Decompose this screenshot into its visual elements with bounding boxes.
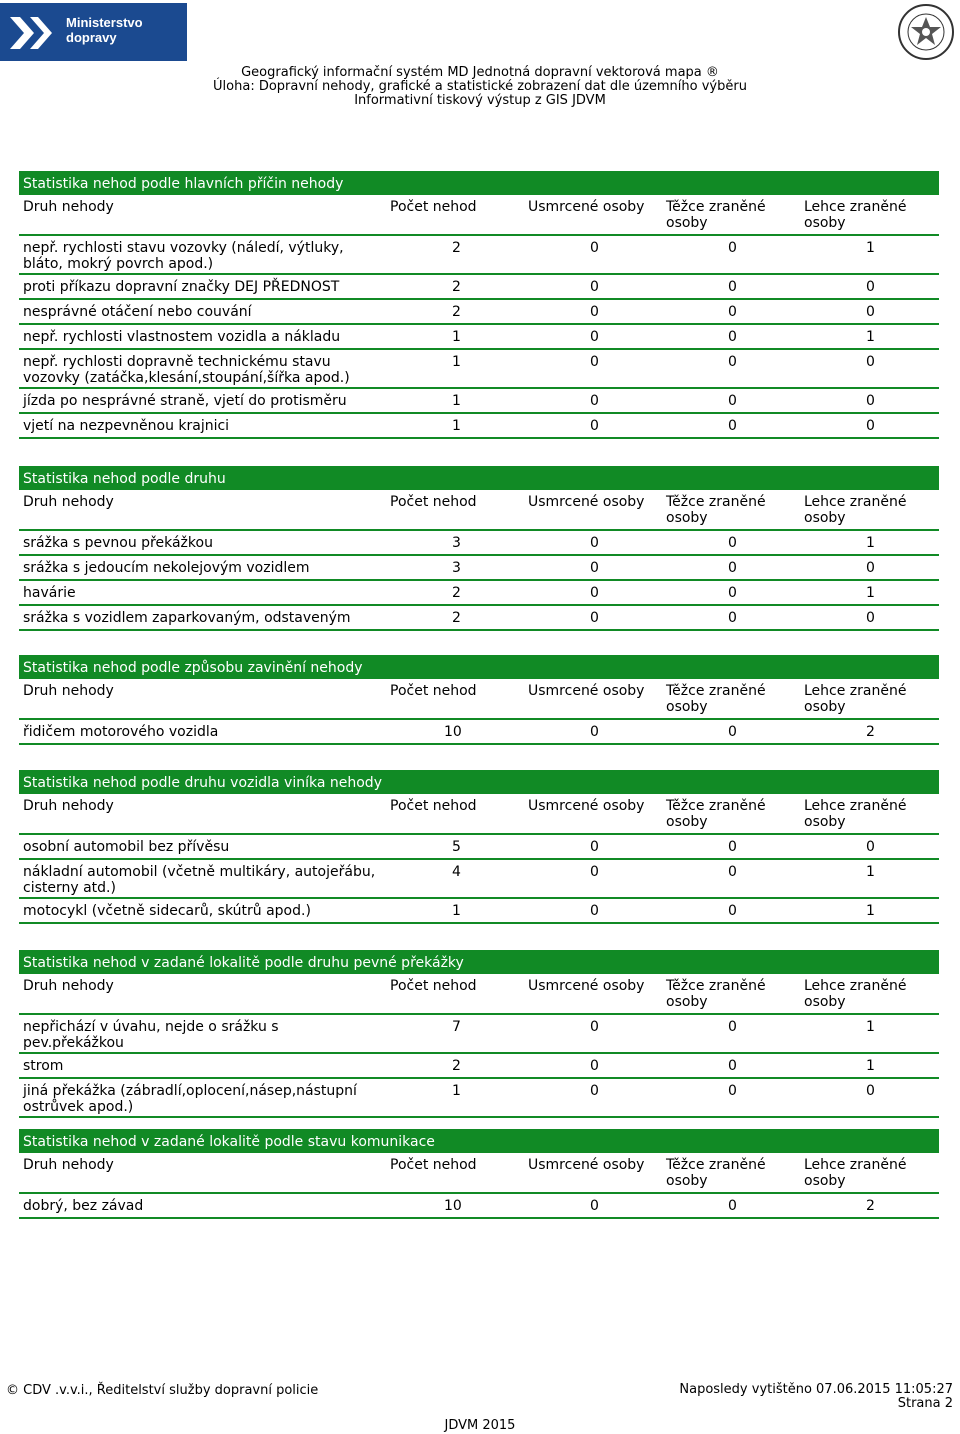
column-header-severe: Těžce zraněné osoby bbox=[666, 798, 766, 830]
row-killed: 0 bbox=[590, 903, 599, 919]
header-line-1: Geografický informační systém MD Jednotná dopravní vektorová mapa ® bbox=[241, 65, 719, 80]
row-killed: 0 bbox=[590, 585, 599, 601]
column-header-count: Počet nehod bbox=[390, 1157, 477, 1173]
row-label: řidičem motorového vozidla bbox=[23, 724, 219, 740]
row-severe: 0 bbox=[728, 560, 737, 576]
column-header-killed: Usmrcené osoby bbox=[528, 199, 645, 215]
column-header-killed: Usmrcené osoby bbox=[528, 1157, 645, 1173]
table-row bbox=[19, 556, 939, 581]
column-header-killed: Usmrcené osoby bbox=[528, 978, 645, 994]
column-header-count: Počet nehod bbox=[390, 683, 477, 699]
column-header-light: Lehce zraněné osoby bbox=[804, 683, 907, 715]
row-label: nákladní automobil (včetně multikáry, autojeřábu, cisterny atd.) bbox=[23, 864, 376, 896]
row-severe: 0 bbox=[728, 724, 737, 740]
row-killed: 0 bbox=[590, 839, 599, 855]
row-killed: 0 bbox=[590, 1058, 599, 1074]
row-severe: 0 bbox=[728, 610, 737, 626]
row-killed: 0 bbox=[590, 393, 599, 409]
row-severe: 0 bbox=[728, 393, 737, 409]
row-severe: 0 bbox=[728, 585, 737, 601]
row-killed: 0 bbox=[590, 1198, 599, 1214]
row-count: 2 bbox=[452, 279, 461, 295]
row-label: srážka s jedoucím nekolejovým vozidlem bbox=[23, 560, 310, 576]
row-label: nesprávné otáčení nebo couvání bbox=[23, 304, 252, 320]
section bbox=[19, 466, 939, 631]
row-count: 1 bbox=[452, 903, 461, 919]
column-header-light: Lehce zraněné osoby bbox=[804, 199, 907, 231]
table-header-row bbox=[19, 794, 939, 835]
section-title: Statistika nehod podle způsobu zavinění nehody bbox=[19, 655, 939, 679]
row-killed: 0 bbox=[590, 1019, 599, 1035]
footer-print-info bbox=[679, 1383, 953, 1411]
row-count: 2 bbox=[452, 304, 461, 320]
column-header-type: Druh nehody bbox=[23, 199, 114, 215]
row-count: 1 bbox=[452, 354, 461, 370]
row-killed: 0 bbox=[590, 304, 599, 320]
column-header-type: Druh nehody bbox=[23, 798, 114, 814]
row-light: 0 bbox=[866, 610, 875, 626]
column-header-count: Počet nehod bbox=[390, 494, 477, 510]
section bbox=[19, 655, 939, 745]
row-label: motocykl (včetně sidecarů, skútrů apod.) bbox=[23, 903, 311, 919]
row-killed: 0 bbox=[590, 329, 599, 345]
row-label: srážka s vozidlem zaparkovaným, odstaveným bbox=[23, 610, 351, 626]
row-severe: 0 bbox=[728, 535, 737, 551]
column-header-killed: Usmrcené osoby bbox=[528, 683, 645, 699]
table-row bbox=[19, 1015, 939, 1054]
row-light: 0 bbox=[866, 839, 875, 855]
row-label: proti příkazu dopravní značky DEJ PŘEDNOST bbox=[23, 279, 340, 295]
row-severe: 0 bbox=[728, 240, 737, 256]
row-killed: 0 bbox=[590, 724, 599, 740]
row-label: nepř. rychlosti dopravně technickému stavu vozovky (zatáčka,klesání,stoupání,šířka apod.) bbox=[23, 354, 350, 386]
ministry-logo bbox=[0, 3, 187, 61]
column-header-severe: Těžce zraněné osoby bbox=[666, 199, 766, 231]
column-header-severe: Těžce zraněné osoby bbox=[666, 494, 766, 526]
row-count: 5 bbox=[452, 839, 461, 855]
table-row bbox=[19, 531, 939, 556]
column-header-type: Druh nehody bbox=[23, 1157, 114, 1173]
row-label: srážka s pevnou překážkou bbox=[23, 535, 213, 551]
row-light: 1 bbox=[866, 864, 875, 880]
column-header-type: Druh nehody bbox=[23, 494, 114, 510]
row-severe: 0 bbox=[728, 839, 737, 855]
row-label: strom bbox=[23, 1058, 64, 1074]
row-killed: 0 bbox=[590, 610, 599, 626]
row-count: 2 bbox=[452, 1058, 461, 1074]
row-severe: 0 bbox=[728, 418, 737, 434]
column-header-light: Lehce zraněné osoby bbox=[804, 1157, 907, 1189]
row-label: nepřichází v úvahu, nejde o srážku s pev.překážkou bbox=[23, 1019, 279, 1051]
row-label: havárie bbox=[23, 585, 76, 601]
section bbox=[19, 1129, 939, 1219]
table-row bbox=[19, 581, 939, 606]
column-header-count: Počet nehod bbox=[390, 978, 477, 994]
row-count: 1 bbox=[452, 329, 461, 345]
row-count: 2 bbox=[452, 610, 461, 626]
section-title: Statistika nehod v zadané lokalitě podle stavu komunikace bbox=[19, 1129, 939, 1153]
row-label: vjetí na nezpevněnou krajnici bbox=[23, 418, 230, 434]
table-header-row bbox=[19, 679, 939, 720]
column-header-light: Lehce zraněné osoby bbox=[804, 978, 907, 1010]
row-severe: 0 bbox=[728, 354, 737, 370]
row-light: 1 bbox=[866, 329, 875, 345]
column-header-killed: Usmrcené osoby bbox=[528, 494, 645, 510]
row-killed: 0 bbox=[590, 560, 599, 576]
row-light: 1 bbox=[866, 1019, 875, 1035]
column-header-count: Počet nehod bbox=[390, 199, 477, 215]
row-light: 0 bbox=[866, 418, 875, 434]
row-count: 2 bbox=[452, 240, 461, 256]
section-title: Statistika nehod podle druhu vozidla viníka nehody bbox=[19, 770, 939, 794]
row-severe: 0 bbox=[728, 329, 737, 345]
row-severe: 0 bbox=[728, 304, 737, 320]
row-light: 2 bbox=[866, 1198, 875, 1214]
table-header-row bbox=[19, 195, 939, 236]
row-severe: 0 bbox=[728, 1083, 737, 1099]
row-killed: 0 bbox=[590, 535, 599, 551]
table-row bbox=[19, 389, 939, 414]
table-row bbox=[19, 350, 939, 389]
column-header-severe: Těžce zraněné osoby bbox=[666, 683, 766, 715]
row-label: nepř. rychlosti stavu vozovky (náledí, výtluky, bláto, mokrý povrch apod.) bbox=[23, 240, 344, 272]
footer-page: Strana 2 bbox=[897, 1396, 953, 1411]
row-killed: 0 bbox=[590, 279, 599, 295]
row-light: 0 bbox=[866, 560, 875, 576]
row-label: nepř. rychlosti vlastnostem vozidla a nákladu bbox=[23, 329, 341, 345]
row-light: 0 bbox=[866, 354, 875, 370]
table-row bbox=[19, 300, 939, 325]
row-killed: 0 bbox=[590, 418, 599, 434]
row-light: 1 bbox=[866, 585, 875, 601]
section bbox=[19, 950, 939, 1118]
row-killed: 0 bbox=[590, 1083, 599, 1099]
report-header bbox=[0, 66, 960, 108]
row-light: 0 bbox=[866, 304, 875, 320]
table-row bbox=[19, 720, 939, 745]
row-severe: 0 bbox=[728, 1198, 737, 1214]
section bbox=[19, 171, 939, 439]
row-label: dobrý, bez závad bbox=[23, 1198, 144, 1214]
row-label: jízda po nesprávné straně, vjetí do protisměru bbox=[23, 393, 347, 409]
row-severe: 0 bbox=[728, 279, 737, 295]
row-light: 2 bbox=[866, 724, 875, 740]
column-header-count: Počet nehod bbox=[390, 798, 477, 814]
footer-printed: Naposledy vytištěno 07.06.2015 11:05:27 bbox=[679, 1382, 953, 1397]
row-label: osobní automobil bez přívěsu bbox=[23, 839, 230, 855]
table-row bbox=[19, 606, 939, 631]
footer-copyright: © CDV .v.v.i., Ředitelství služby dopravní policie bbox=[6, 1383, 319, 1398]
table-row bbox=[19, 860, 939, 899]
table-row bbox=[19, 1079, 939, 1118]
table-row bbox=[19, 835, 939, 860]
row-label: jiná překážka (zábradlí,oplocení,násep,nástupní ostrůvek apod.) bbox=[23, 1083, 357, 1115]
column-header-light: Lehce zraněné osoby bbox=[804, 798, 907, 830]
row-severe: 0 bbox=[728, 903, 737, 919]
row-count: 3 bbox=[452, 560, 461, 576]
table-row bbox=[19, 325, 939, 350]
table-row bbox=[19, 899, 939, 924]
row-count: 1 bbox=[452, 1083, 461, 1099]
table-row bbox=[19, 414, 939, 439]
column-header-severe: Těžce zraněné osoby bbox=[666, 1157, 766, 1189]
row-count: 4 bbox=[452, 864, 461, 880]
section-title: Statistika nehod podle druhu bbox=[19, 466, 939, 490]
row-count: 10 bbox=[444, 724, 462, 740]
section bbox=[19, 770, 939, 924]
column-header-type: Druh nehody bbox=[23, 978, 114, 994]
table-header-row bbox=[19, 490, 939, 531]
police-emblem-icon bbox=[897, 3, 955, 61]
row-light: 1 bbox=[866, 240, 875, 256]
row-killed: 0 bbox=[590, 864, 599, 880]
row-count: 7 bbox=[452, 1019, 461, 1035]
header-line-3: Informativní tiskový výstup z GIS JDVM bbox=[354, 93, 606, 108]
row-light: 0 bbox=[866, 1083, 875, 1099]
row-severe: 0 bbox=[728, 1019, 737, 1035]
section-title: Statistika nehod v zadané lokalitě podle druhu pevné překážky bbox=[19, 950, 939, 974]
row-count: 1 bbox=[452, 418, 461, 434]
table-header-row bbox=[19, 1153, 939, 1194]
row-light: 0 bbox=[866, 279, 875, 295]
ministry-logo-icon bbox=[8, 11, 58, 55]
footer-center: JDVM 2015 bbox=[444, 1418, 516, 1433]
column-header-killed: Usmrcené osoby bbox=[528, 798, 645, 814]
column-header-severe: Těžce zraněné osoby bbox=[666, 978, 766, 1010]
row-light: 1 bbox=[866, 1058, 875, 1074]
row-severe: 0 bbox=[728, 1058, 737, 1074]
row-killed: 0 bbox=[590, 240, 599, 256]
row-light: 1 bbox=[866, 535, 875, 551]
table-row bbox=[19, 236, 939, 275]
row-count: 3 bbox=[452, 535, 461, 551]
column-header-light: Lehce zraněné osoby bbox=[804, 494, 907, 526]
table-row bbox=[19, 1194, 939, 1219]
section-title: Statistika nehod podle hlavních příčin nehody bbox=[19, 171, 939, 195]
row-count: 10 bbox=[444, 1198, 462, 1214]
header-line-2: Úloha: Dopravní nehody, grafické a statistické zobrazení dat dle územního výběru bbox=[213, 79, 747, 94]
row-light: 1 bbox=[866, 903, 875, 919]
table-header-row bbox=[19, 974, 939, 1015]
row-killed: 0 bbox=[590, 354, 599, 370]
row-light: 0 bbox=[866, 393, 875, 409]
column-header-type: Druh nehody bbox=[23, 683, 114, 699]
row-severe: 0 bbox=[728, 864, 737, 880]
row-count: 1 bbox=[452, 393, 461, 409]
table-row bbox=[19, 275, 939, 300]
row-count: 2 bbox=[452, 585, 461, 601]
ministry-logo-text: Ministerstvo dopravy bbox=[66, 15, 143, 45]
table-row bbox=[19, 1054, 939, 1079]
